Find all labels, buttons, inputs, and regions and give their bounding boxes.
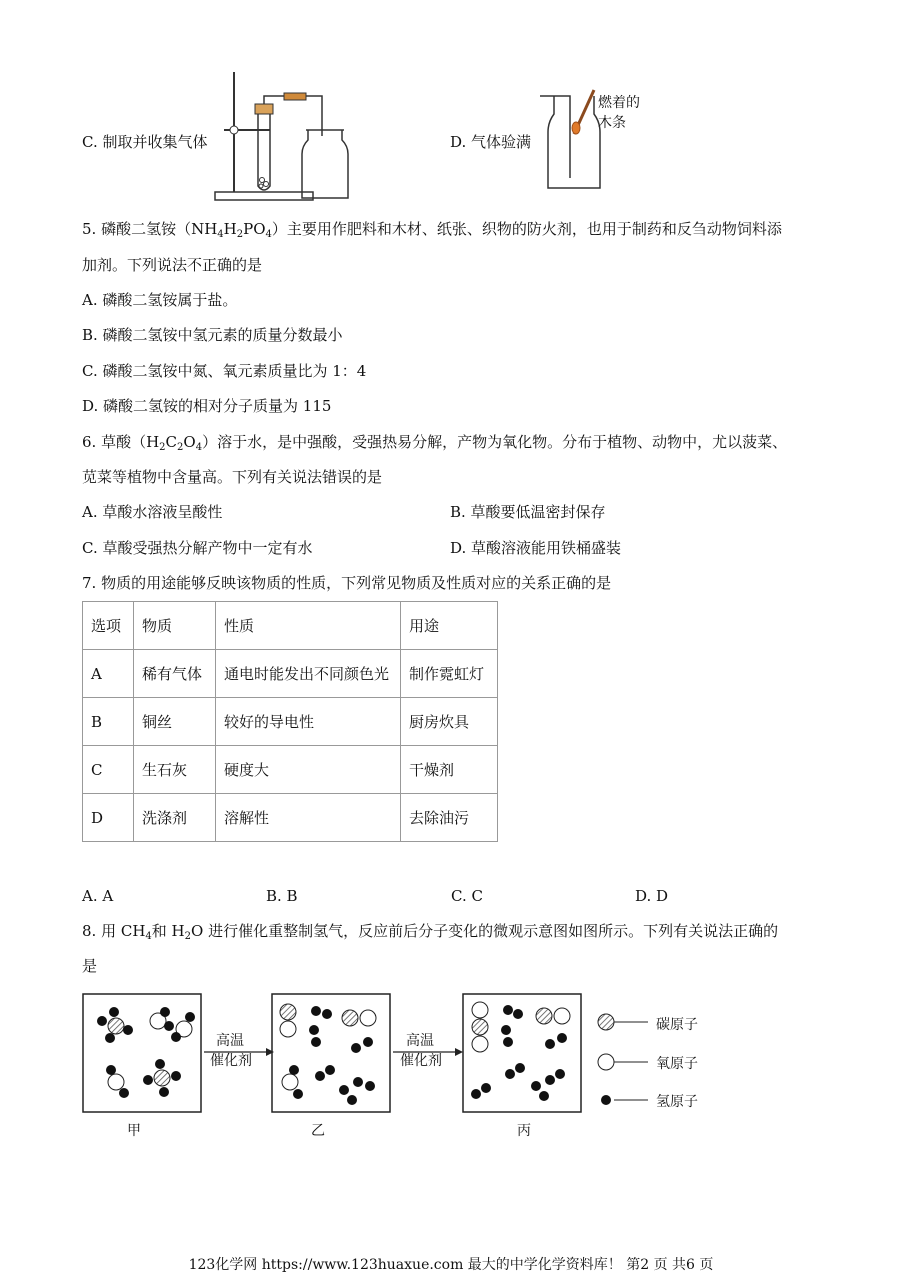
q7-option-d: D. D <box>635 887 669 905</box>
legend-carbon: 碳原子 <box>656 1017 698 1033</box>
q6-stem-line1: 6. 草酸$(H_2C_2O_4)$溶于水，是中强酸，受强热易分解，产物为氧化物。分布于植物、动物中，尤以菠菜、 <box>82 433 788 453</box>
arrow2-label-top: 高温 <box>406 1033 434 1049</box>
table-row <box>83 650 498 698</box>
table-cell: 干燥剂 <box>401 746 498 794</box>
q7-option-c: C. C <box>451 887 483 905</box>
arrow1-label-bottom: 催化剂 <box>210 1053 252 1069</box>
box-label-yi: 乙 <box>311 1123 325 1139</box>
table-header-row <box>83 602 498 650</box>
table-cell: 通电时能发出不同颜色光 <box>216 650 401 698</box>
q7-table <box>82 601 498 842</box>
header-cell: 用途 <box>401 602 498 650</box>
legend-oxygen: 氧原子 <box>656 1056 698 1072</box>
page-footer: 123化学网 https://www.123huaxue.com 最大的中学化学资料库！ 第2 页 共6 页 <box>188 1257 714 1273</box>
header-cell: 性质 <box>216 602 401 650</box>
table-cell: 稀有气体 <box>134 650 216 698</box>
q6-option-a: A. 草酸水溶液呈酸性 <box>82 503 223 521</box>
legend-hydrogen: 氢原子 <box>656 1094 698 1110</box>
q7-option-b: B. B <box>266 887 298 905</box>
splint-label-line1: 燃着的 <box>598 95 640 111</box>
box-label-jia: 甲 <box>127 1123 141 1139</box>
table-cell: 厨房炊具 <box>401 698 498 746</box>
q5-stem-line2: 加剂。下列说法不正确的是 <box>82 256 263 274</box>
q6-option-c: C. 草酸受强热分解产物中一定有水 <box>82 539 313 557</box>
q5-option-d: D. 磷酸二氢铵的相对分子质量为 115 <box>82 397 332 415</box>
table-cell: D <box>83 794 134 842</box>
box-label-bing: 丙 <box>517 1123 531 1139</box>
table-cell: B <box>83 698 134 746</box>
table-cell: C <box>83 746 134 794</box>
q5-option-c: C. 磷酸二氢铵中氮、氧元素质量比为 1：4 <box>82 362 367 380</box>
q4-option-c: C. 制取并收集气体 <box>82 133 208 151</box>
q7-stem: 7. 物质的用途能够反映该物质的性质，下列常见物质及性质对应的关系正确的是 <box>82 574 612 592</box>
table-row <box>83 698 498 746</box>
table-cell: 较好的导电性 <box>216 698 401 746</box>
q6-stem-line2: 苋菜等植物中含量高。下列有关说法错误的是 <box>82 468 383 486</box>
q7-option-a: A. A <box>82 887 114 905</box>
gas-apparatus-figure <box>210 68 360 204</box>
header-cell: 物质 <box>134 602 216 650</box>
table-cell: 制作霓虹灯 <box>401 650 498 698</box>
q8-stem-line2: 是 <box>82 957 98 975</box>
q5-stem-line1: 5. 磷酸二氢铵$(NH_4H_2PO_4)$主要用作肥料和木材、纸张、织物的防火剂，也用于制药和反刍动物饲料添 <box>82 220 782 240</box>
table-cell: A <box>83 650 134 698</box>
table-row <box>83 746 498 794</box>
table-cell: 溶解性 <box>216 794 401 842</box>
arrow1-label-top: 高温 <box>216 1033 244 1049</box>
q5-option-a: A. 磷酸二氢铵属于盐。 <box>82 291 238 309</box>
q6-option-d: D. 草酸溶液能用铁桶盛装 <box>450 539 622 557</box>
table-row <box>83 794 498 842</box>
table-cell: 洗涤剂 <box>134 794 216 842</box>
q8-stem-line1: 8. 用 $CH_4$和 $H_2O$ 进行催化重整制氢气，反应前后分子变化的微观示意图如图所示。下列有关说法正确的 <box>82 922 779 942</box>
header-cell: 选项 <box>83 602 134 650</box>
table-cell: 铜丝 <box>134 698 216 746</box>
q6-option-b: B. 草酸要低温密封保存 <box>450 503 606 521</box>
q5-option-b: B. 磷酸二氢铵中氢元素的质量分数最小 <box>82 326 343 344</box>
table-cell: 硬度大 <box>216 746 401 794</box>
box-jia <box>83 994 201 1112</box>
arrow2-label-bottom: 催化剂 <box>400 1053 442 1069</box>
table-cell: 生石灰 <box>134 746 216 794</box>
table-cell: 去除油污 <box>401 794 498 842</box>
splint-label-line2: 木条 <box>598 115 626 131</box>
q4-option-d: D. 气体验满 <box>450 133 532 151</box>
